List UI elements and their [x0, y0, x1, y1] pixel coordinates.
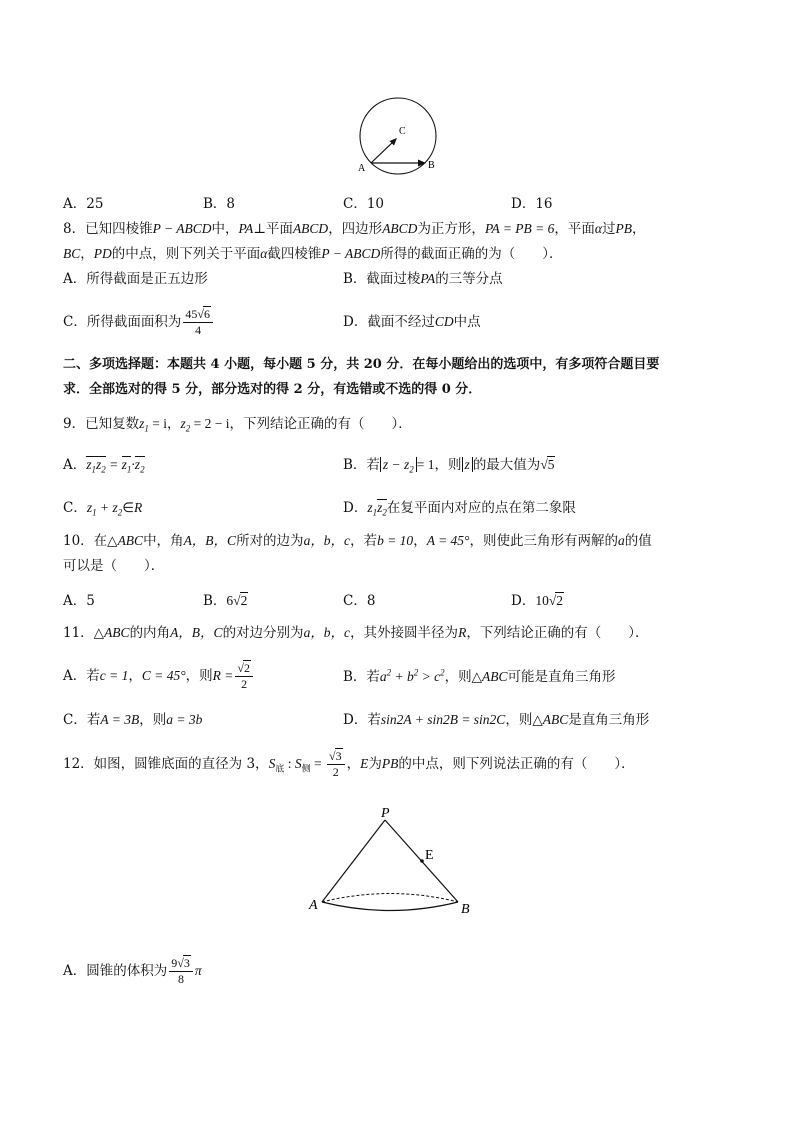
label-b: B	[461, 902, 470, 917]
label-a: A	[358, 163, 366, 174]
q8-option-a: A．所得截面是正五边形	[63, 271, 208, 287]
fraction: $\frac{45√6}{4}$	[183, 307, 213, 338]
q8-option-c: C．所得截面面积为 $\frac{45√6}{4}$	[63, 302, 215, 342]
q10-option-b: B．6√2	[203, 593, 248, 609]
label-c: C	[399, 126, 406, 137]
label-e: E	[425, 848, 434, 863]
q10-option-d: D．10√2	[511, 593, 563, 609]
q10-option-a: A．5	[63, 593, 95, 609]
q7-option-b: B．8	[203, 196, 236, 212]
label-b: B	[428, 160, 435, 171]
q9-option-d: D．$z_1z_2$在复平面内对应的点在第二象限	[343, 500, 576, 518]
q11-option-b: B．若$a^2 + b^2 > c^2$，则△ABC可能是直角三角形	[343, 667, 616, 685]
fraction: $\frac{√3}{2}$	[327, 749, 345, 780]
cone-edge-pa	[322, 820, 385, 902]
section-2-header-line2: 求．全部选对的得 5 分，部分选对的得 2 分，有选错或不选的得 0 分．	[63, 382, 482, 397]
point-e	[420, 859, 424, 863]
section-2-header-line1: 二、多项选择题：本题共 4 小题，每小题 5 分，共 20 分．在每小题给出的选项中，有多项符合题目要	[63, 357, 660, 372]
q8-stem-line2: BC，PD的中点，则下列关于平面α截四棱锥P − ABCD所得的截面正确的为（ ）．	[63, 246, 563, 262]
q9-option-b: B．若 $z - z_2 = 1$，则 z 的最大值为√5	[343, 457, 555, 475]
q7-option-d: D．16	[511, 196, 553, 212]
q11-option-d: D．若sin2A + sin2B = sin2C，则△ABC是直角三角形	[343, 712, 650, 728]
label-p: P	[381, 806, 390, 821]
vector-ac	[371, 140, 395, 163]
q7-option-a: A．25	[63, 196, 104, 212]
q9-option-c: C．$z_1$ + $z_2\in R$	[63, 500, 143, 518]
q9-stem: 9．已知复数$z_1 = i$，$z_2 = 2 - i$，下列结论正确的有（ ）．	[63, 416, 412, 434]
label-a: A	[309, 898, 318, 913]
q10-option-c: C．8	[343, 593, 376, 609]
cone-figure	[305, 805, 485, 920]
cone-base-front	[322, 902, 458, 911]
q8-stem-line1: 8．已知四棱锥P − ABCD中，PA⊥平面ABCD，四边形ABCD为正方形，PA = PB = 6，平面α过PB，	[63, 221, 646, 237]
q10-stem-line1: 10．在△ABC中，角A，B，C所对的边为a，b，c，若b = 10，A = 45°，则使此三角形有两解的a的值	[63, 533, 652, 549]
q11-option-c: C．若A = 3B，则a = 3b	[63, 712, 203, 728]
fraction: $\frac{9√3}{8}$	[169, 956, 193, 987]
q11-stem: 11．△ABC的内角A，B，C的对边分别为a，b，c，其外接圆半径为R，下列结论正确的有（ ）．	[63, 625, 649, 641]
q11-option-a: A．若c = 1，C = 45°，则R = $\frac{√2}{2}$	[63, 656, 255, 696]
fraction: $\frac{√2}{2}$	[235, 661, 253, 692]
q9-option-a: A．$z_1z_2 = z_1\cdot z_2$	[63, 457, 145, 475]
q10-stem-line2: 可以是（ ）．	[63, 558, 165, 574]
q8-option-d: D．截面不经过CD中点	[343, 314, 481, 330]
q12-stem: 12．如图，圆锥底面的直径为 3，$S_底$ : $S_侧$ = $\frac{√3}{2}$ ，E为PB的中点，则下列说法正确的有（ ）．	[63, 749, 635, 779]
q7-option-c: C．10	[343, 196, 385, 212]
cone-base-back	[322, 894, 458, 903]
q12-option-a: A．圆锥的体积为 $\frac{9√3}{8}$ π	[63, 956, 202, 986]
q8-option-b: B．截面过棱PA的三等分点	[343, 271, 503, 287]
circle-vector-figure	[350, 92, 450, 182]
